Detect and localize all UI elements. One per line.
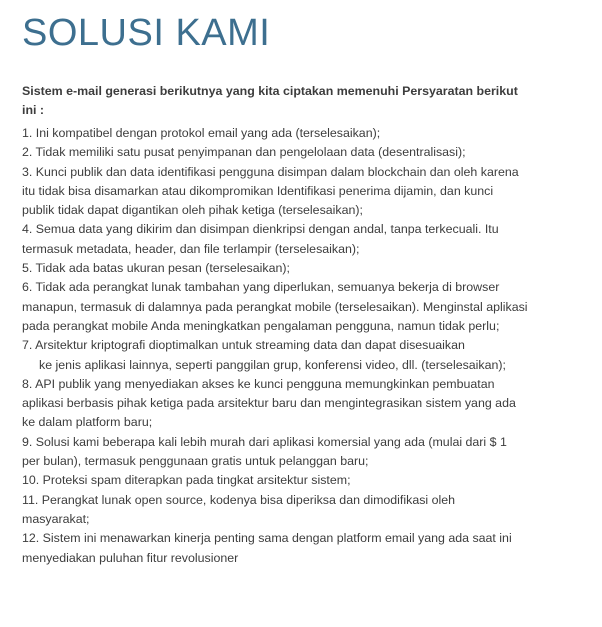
list-item-line: aplikasi berbasis pihak ketiga pada arsitektur baru dan mengintegrasikan sistem yang ada bbox=[22, 396, 516, 411]
list-item-line: 6. Tidak ada perangkat lunak tambahan yang diperlukan, semuanya bekerja di browser bbox=[22, 280, 500, 295]
list-item-line: 4. Semua data yang dikirim dan disimpan dienkripsi dengan andal, tanpa terkecuali. Itu bbox=[22, 222, 499, 237]
list-item bbox=[22, 336, 582, 375]
list-item-line: pada perangkat mobile Anda meningkatkan pengalaman pengguna, namun tidak perlu; bbox=[22, 318, 500, 333]
list-item bbox=[22, 375, 582, 433]
list-item bbox=[22, 529, 582, 568]
list-item-line: termasuk metadata, header, dan file terlampir (terselesaikan); bbox=[22, 241, 360, 256]
list-item-line: 5. Tidak ada batas ukuran pesan (terselesaikan); bbox=[22, 261, 290, 276]
list-item-line: ke jenis aplikasi lainnya, seperti panggilan grup, konferensi video, dll. (terselesaikan); bbox=[39, 357, 506, 372]
list-item-line: manapun, termasuk di dalamnya pada perangkat mobile (terselesaikan). Menginstal aplikasi bbox=[22, 299, 528, 314]
list-item-line: ke dalam platform baru; bbox=[22, 415, 153, 430]
content-page bbox=[22, 0, 582, 568]
list-item bbox=[22, 124, 582, 143]
list-item bbox=[22, 143, 582, 162]
list-item bbox=[22, 220, 582, 259]
list-item-line: 7. Arsitektur kriptografi dioptimalkan untuk streaming data dan dapat disesuaikan bbox=[22, 338, 465, 353]
list-item-line: per bulan), termasuk penggunaan gratis untuk pelanggan baru; bbox=[22, 454, 369, 469]
list-item bbox=[22, 278, 582, 336]
list-item-line: 8. API publik yang menyediakan akses ke kunci pengguna memungkinkan pembuatan bbox=[22, 376, 495, 391]
list-item-line: 10. Proteksi spam diterapkan pada tingkat arsitektur sistem; bbox=[22, 473, 351, 488]
list-item bbox=[22, 491, 582, 530]
list-item-line: 11. Perangkat lunak open source, kodenya bisa diperiksa dan dimodifikasi oleh bbox=[22, 492, 456, 507]
list-item-line: 12. Sistem ini menawarkan kinerja penting sama dengan platform email yang ada saat ini bbox=[22, 531, 512, 546]
list-item-line: menyediakan puluhan fitur revolusioner bbox=[22, 550, 239, 565]
list-item bbox=[22, 433, 582, 472]
list-item bbox=[22, 259, 582, 278]
list-item bbox=[22, 471, 582, 490]
list-item bbox=[22, 163, 582, 221]
intro-text: Sistem e-mail generasi berikutnya yang kita ciptakan memenuhi Persyaratan berikut ini : bbox=[22, 84, 518, 117]
list-item-line: 3. Kunci publik dan data identifikasi pengguna disimpan dalam blockchain dan oleh karena bbox=[22, 164, 519, 179]
list-item-line: itu tidak bisa disamarkan atau dikompromikan Identifikasi penerima dijamin, dan kunci bbox=[22, 183, 494, 198]
page-title: SOLUSI KAMI bbox=[22, 12, 271, 54]
list-item-line: 1. Ini kompatibel dengan protokol email yang ada (terselesaikan); bbox=[22, 126, 381, 140]
list-item-line: 9. Solusi kami beberapa kali lebih murah dari aplikasi komersial yang ada (mulai dari $ 1 bbox=[22, 434, 507, 449]
list-item-line: masyarakat; bbox=[22, 511, 90, 526]
requirements-list bbox=[22, 124, 582, 568]
list-item-line: publik tidak dapat digantikan oleh pihak ketiga (terselesaikan); bbox=[22, 203, 363, 218]
list-item-line: 2. Tidak memiliki satu pusat penyimpanan dan pengelolaan data (desentralisasi); bbox=[22, 145, 466, 160]
